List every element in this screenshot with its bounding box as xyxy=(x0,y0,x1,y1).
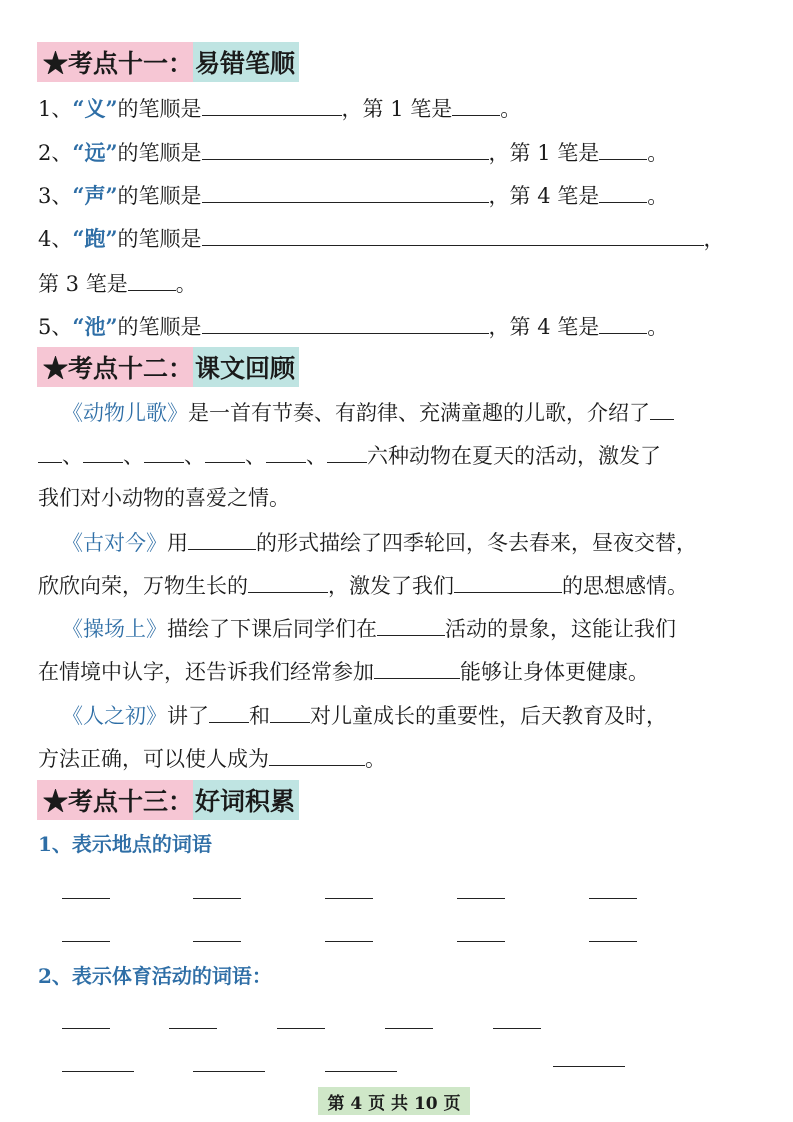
paragraph-3-line-1 xyxy=(62,613,676,644)
answer-blank[interactable] xyxy=(202,311,489,334)
section-header-12 xyxy=(37,347,299,387)
question-text: 的笔顺是 xyxy=(117,315,202,339)
question-text: 。 xyxy=(647,184,669,208)
answer-blank[interactable] xyxy=(83,440,123,463)
word-blank[interactable] xyxy=(325,898,373,899)
answer-blank[interactable] xyxy=(202,180,489,203)
paragraph-1-line-2 xyxy=(38,440,661,471)
book-title: 《人之初》 xyxy=(62,704,167,728)
paragraph-3-line-2 xyxy=(38,656,649,687)
answer-blank[interactable] xyxy=(650,397,674,420)
paragraph-text: 的思想感情。 xyxy=(562,574,688,598)
question-text: 的笔顺是 xyxy=(117,227,202,251)
section-header-13 xyxy=(37,780,299,820)
word-blank[interactable] xyxy=(169,1028,217,1029)
question-text: 。 xyxy=(647,315,669,339)
answer-blank[interactable] xyxy=(266,440,306,463)
word-blank[interactable] xyxy=(385,1028,433,1029)
word-blank[interactable] xyxy=(457,898,505,899)
answer-blank[interactable] xyxy=(128,268,176,291)
book-title: 《操场上》 xyxy=(62,617,167,641)
paragraph-text: 方法正确，可以使人成为 xyxy=(38,747,269,771)
word-blank[interactable] xyxy=(325,1071,397,1072)
target-character: “声” xyxy=(72,183,118,208)
subheading-sports: 2、表示体育活动的词语： xyxy=(38,964,272,988)
paragraph-4-line-2 xyxy=(38,743,386,774)
paragraph-2-line-1 xyxy=(62,527,697,558)
book-title: 《动物儿歌》 xyxy=(62,401,188,425)
paragraph-text: 用 xyxy=(167,531,188,555)
question-text: ，第 4 笔是 xyxy=(488,184,600,208)
answer-blank[interactable] xyxy=(202,93,342,116)
question-text: 的笔顺是 xyxy=(117,141,202,165)
paragraph-4-line-1 xyxy=(62,700,667,731)
question-text: 。 xyxy=(175,272,197,296)
target-character: “远” xyxy=(72,140,118,165)
section-title: 易错笔顺 xyxy=(193,42,299,82)
answer-blank[interactable] xyxy=(377,613,445,636)
word-blank[interactable] xyxy=(62,1028,110,1029)
target-character: “池” xyxy=(72,314,118,339)
answer-blank[interactable] xyxy=(248,570,328,593)
section-label: ★考点十一： xyxy=(37,42,193,82)
answer-blank[interactable] xyxy=(599,311,647,334)
target-character: “跑” xyxy=(72,226,118,251)
question-text: ，第 4 笔是 xyxy=(488,315,600,339)
section-label: ★考点十二： xyxy=(37,347,193,387)
question-text: 。 xyxy=(647,141,669,165)
paragraph-text: 六种动物在夏天的活动，激发了 xyxy=(367,444,661,468)
paragraph-2-line-2 xyxy=(38,570,688,601)
question-4 xyxy=(38,223,725,254)
paragraph-text: 是一首有节奏、有韵律、充满童趣的儿歌，介绍了 xyxy=(188,401,650,425)
word-blank[interactable] xyxy=(493,1028,541,1029)
question-2 xyxy=(38,137,668,168)
word-blank[interactable] xyxy=(553,1066,625,1067)
question-text: 。 xyxy=(500,97,522,121)
word-blank[interactable] xyxy=(325,941,373,942)
paragraph-text: ，激发了我们 xyxy=(328,574,454,598)
paragraph-text: 讲了 xyxy=(167,704,209,728)
answer-blank[interactable] xyxy=(599,137,647,160)
word-blank[interactable] xyxy=(193,941,241,942)
paragraph-1-line-3 xyxy=(38,483,290,513)
paragraph-text: 我们对小动物的喜爱之情。 xyxy=(38,486,290,510)
answer-blank[interactable] xyxy=(374,656,460,679)
word-blank[interactable] xyxy=(589,898,637,899)
target-character: “义” xyxy=(72,96,118,121)
question-text: ， xyxy=(703,227,725,251)
question-3 xyxy=(38,180,668,211)
paragraph-text: 欣欣向荣，万物生长的 xyxy=(38,574,248,598)
question-text: 的笔顺是 xyxy=(117,184,202,208)
word-blank[interactable] xyxy=(62,941,110,942)
answer-blank[interactable] xyxy=(452,93,500,116)
paragraph-1-line-1 xyxy=(62,397,674,428)
answer-blank[interactable] xyxy=(205,440,245,463)
section-title: 课文回顾 xyxy=(193,347,299,387)
paragraph-text: 能够让身体更健康。 xyxy=(460,660,649,684)
paragraph-text: 在情境中认字，还告诉我们经常参加 xyxy=(38,660,374,684)
question-number: 1、 xyxy=(38,97,73,121)
paragraph-text: 活动的景象，这能让我们 xyxy=(445,617,676,641)
answer-blank[interactable] xyxy=(188,527,256,550)
section-label: ★考点十三： xyxy=(37,780,193,820)
question-4-continued xyxy=(38,268,197,299)
question-1 xyxy=(38,93,521,124)
word-blank[interactable] xyxy=(457,941,505,942)
answer-blank[interactable] xyxy=(202,137,489,160)
answer-blank[interactable] xyxy=(38,440,62,463)
question-5 xyxy=(38,311,668,342)
paragraph-text: 对儿童成长的重要性，后天教育及时， xyxy=(310,704,667,728)
answer-blank[interactable] xyxy=(269,743,365,766)
paragraph-text: 描绘了下课后同学们在 xyxy=(167,617,377,641)
separator: 、 xyxy=(123,444,144,468)
answer-blank[interactable] xyxy=(202,223,704,246)
separator: 、 xyxy=(62,444,83,468)
page-number: 第 4 页 共 10 页 xyxy=(318,1087,470,1115)
book-title: 《古对今》 xyxy=(62,531,167,555)
paragraph-text: 的形式描绘了四季轮回，冬去春来，昼夜交替， xyxy=(256,531,697,555)
word-blank[interactable] xyxy=(589,941,637,942)
word-blank[interactable] xyxy=(193,1071,265,1072)
word-blank[interactable] xyxy=(277,1028,325,1029)
section-header-11 xyxy=(37,42,299,82)
separator: 、 xyxy=(245,444,266,468)
word-blank[interactable] xyxy=(62,898,110,899)
answer-blank[interactable] xyxy=(599,180,647,203)
answer-blank[interactable] xyxy=(327,440,367,463)
section-title: 好词积累 xyxy=(193,780,299,820)
answer-blank[interactable] xyxy=(454,570,562,593)
answer-blank[interactable] xyxy=(144,440,184,463)
question-text: ，第 1 笔是 xyxy=(341,97,453,121)
word-blank[interactable] xyxy=(62,1071,134,1072)
question-number: 5、 xyxy=(38,315,73,339)
question-text: ，第 1 笔是 xyxy=(488,141,600,165)
paragraph-text: 。 xyxy=(365,747,386,771)
paragraph-text: 和 xyxy=(249,704,270,728)
question-number: 4、 xyxy=(38,227,73,251)
question-text: 第 3 笔是 xyxy=(38,272,128,296)
answer-blank[interactable] xyxy=(270,700,310,723)
subheading-places: 1、表示地点的词语 xyxy=(38,832,212,856)
separator: 、 xyxy=(184,444,205,468)
separator: 、 xyxy=(306,444,327,468)
question-number: 2、 xyxy=(38,141,73,165)
answer-blank[interactable] xyxy=(209,700,249,723)
question-text: 的笔顺是 xyxy=(117,97,202,121)
word-blank[interactable] xyxy=(193,898,241,899)
question-number: 3、 xyxy=(38,184,73,208)
